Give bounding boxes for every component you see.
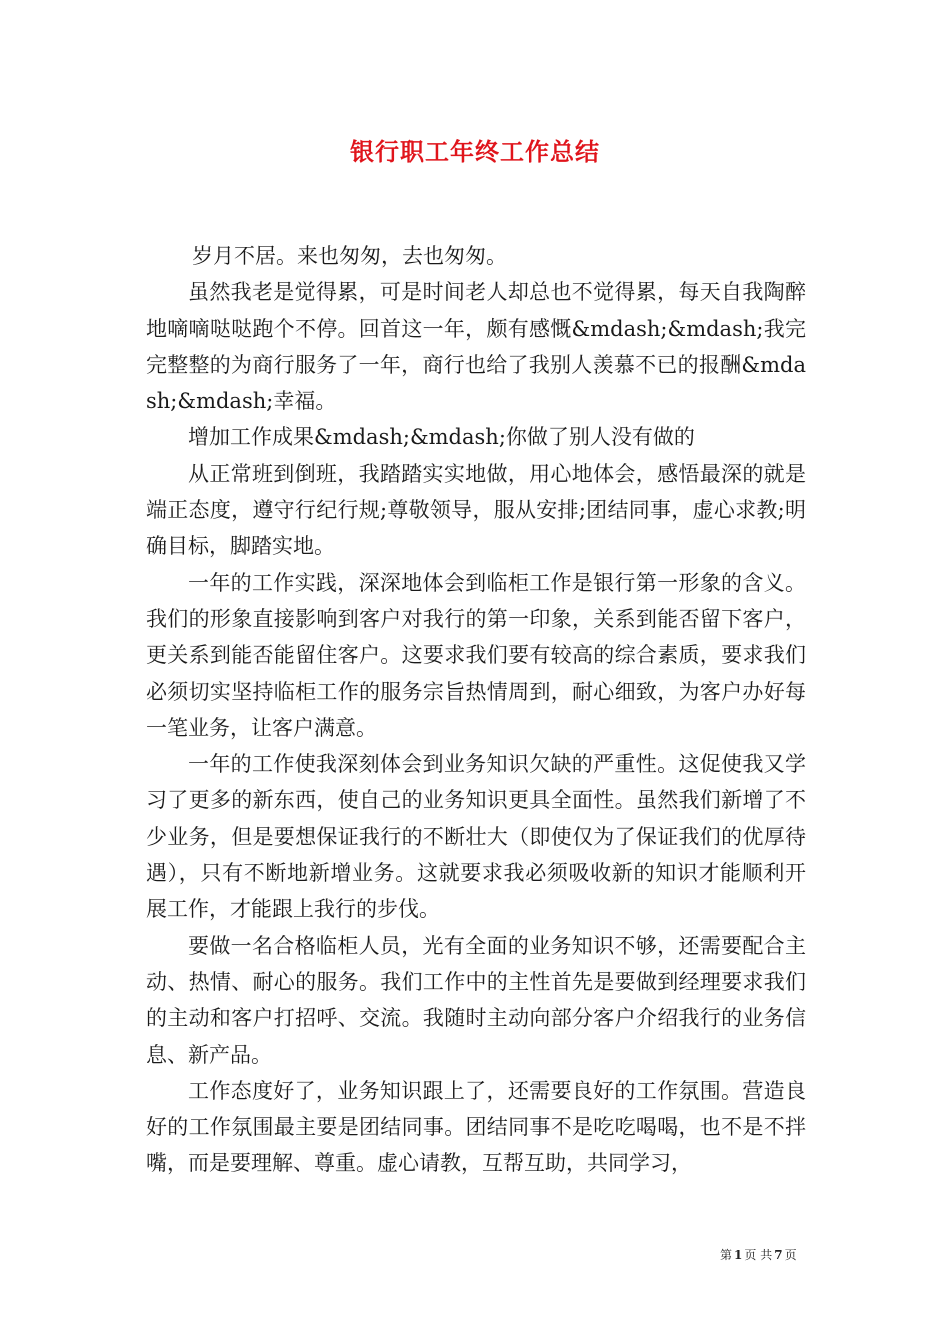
page-number-footer [720,1246,810,1263]
paragraph: 从正常班到倒班，我踏踏实实地做，用心地体会，感悟最深的就是端正态度，遵守行纪行规;尊敬领导，服从安排;团结同事，虚心求教;明确目标，脚踏实地。 [146,461,806,559]
footer-middle: 页 共 [744,1248,773,1262]
paragraph: 岁月不居。来也匆匆，去也匆匆。 [192,244,507,268]
paragraph: 要做一名合格临柜人员，光有全面的业务知识不够，还需要配合主动、热情、耐心的服务。我们工作中的主性首先是要做到经理要求我们的主动和客户打招呼、交流。我随时主动向部分客户介绍我行的业务信息、新产品。 [146,933,806,1067]
document-title: 银行职工年终工作总结 [350,137,600,166]
footer-suffix: 页 [784,1248,797,1262]
paragraph: 虽然我老是觉得累，可是时间老人却总也不觉得累，每天自我陶醉地嘀嘀哒哒跑个不停。回首这一年，颇有感慨&mdash;&mdash;我完完整整的为商行服务了一年，商行也给了我别人羡慕不已的报酬&mdash;&mdash;幸福。 [146,280,806,414]
paragraph: 一年的工作实践，深深地体会到临柜工作是银行第一形象的含义。我们的形象直接影响到客户对我行的第一印象，关系到能否留下客户，更关系到能否能留住客户。这要求我们要有较高的综合素质，要求我们必须切实坚持临柜工作的服务宗旨热情周到，耐心细致，为客户办好每一笔业务，让客户满意。 [146,570,806,740]
paragraph: 增加工作成果&mdash;&mdash;你做了别人没有做的 [188,425,695,450]
paragraph: 一年的工作使我深刻体会到业务知识欠缺的严重性。这促使我又学习了更多的新东西，使自己的业务知识更具全面性。虽然我们新增了不少业务，但是要想保证我行的不断壮大（即使仅为了保证我们的优厚待遇），只有不断地新增业务。这就要求我必须吸收新的知识才能顺利开展工作，才能跟上我行的步伐。 [146,752,806,922]
paragraph: 工作态度好了，业务知识跟上了，还需要良好的工作氛围。营造良好的工作氛围最主要是团结同事。团结同事不是吃吃喝喝，也不是不拌嘴，而是要理解、尊重。虚心请教，互帮互助，共同学习， [146,1078,806,1176]
total-page-count: 7 [774,1248,783,1262]
document-body [146,238,806,1182]
footer-prefix: 第 [720,1248,733,1262]
current-page-number: 1 [734,1248,743,1262]
